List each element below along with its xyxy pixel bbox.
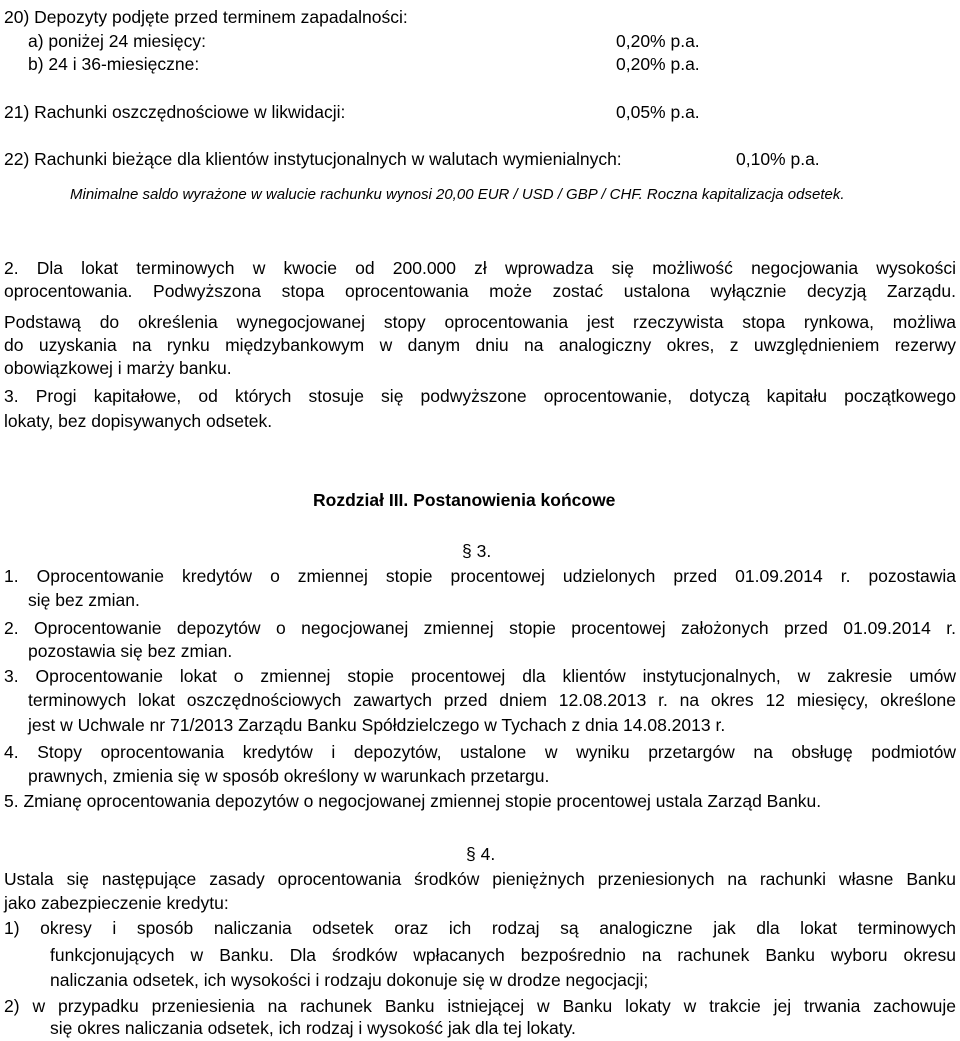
- rule-2-line-2: się okres naliczania odsetek, ich rodzaj i wysokość jak dla tej lokaty.: [50, 1018, 576, 1038]
- point-2-line-4: do uzyskania na rynku międzybankowym w danym dniu na analogiczny okres, z uwzględnieniem rezerwy: [4, 335, 956, 355]
- item-21-label: 21) Rachunki oszczędnościowe w likwidacji:: [4, 102, 346, 122]
- chapter-item-1-line-1: 1. Oprocentowanie kredytów o zmiennej stopie procentowej udzielonych przed 01.09.2014 r. pozostawia: [4, 566, 956, 586]
- item-22-label: 22) Rachunki bieżące dla klientów instytucjonalnych w walutach wymienialnych:: [4, 149, 622, 169]
- item-20b-label: b) 24 i 36-miesięczne:: [28, 54, 200, 74]
- rule-1-line-2: funkcjonujących w Banku. Dla środków wpłacanych bezpośrednio na rachunek Banku wyboru okresu: [50, 945, 956, 965]
- point-2-line-1: 2. Dla lokat terminowych w kwocie od 200.000 zł wprowadza się możliwość negocjowania wysokości: [4, 258, 956, 278]
- rule-1-line-3: naliczania odsetek, ich wysokości i rodzaju dokonuje się w drodze negocjacji;: [50, 970, 649, 990]
- chapter-title: Rozdział III. Postanowienia końcowe: [313, 490, 616, 510]
- point-3-line-1: 3. Progi kapitałowe, od których stosuje się podwyższone oprocentowanie, dotyczą kapitału początkowego: [4, 386, 956, 406]
- chapter-item-2-line-1: 2. Oprocentowanie depozytów o negocjowanej zmiennej stopie procentowej założonych przed 01.09.2014 r.: [4, 618, 956, 638]
- point-2-line-2: oprocentowania. Podwyższona stopa oprocentowania może zostać ustalona wyłącznie decyzją Zarządu.: [4, 281, 956, 301]
- section-4-heading: § 4.: [466, 844, 496, 864]
- point-2-line-3: Podstawą do określenia wynegocjowanej stopy oprocentowania jest rzeczywista stopa rynkowa, możliwa: [4, 312, 956, 332]
- point-3-line-2: lokaty, bez dopisywanych odsetek.: [4, 411, 273, 431]
- rule-1-line-1: 1) okresy i sposób naliczania odsetek oraz ich rodzaj są analogiczne jak dla lokat terminowych: [4, 918, 956, 938]
- rule-2-line-1: 2) w przypadku przeniesienia na rachunek Banku istniejącej w Banku lokaty w trakcie jej trwania zachowuje: [4, 996, 956, 1016]
- section-3-heading: § 3.: [462, 541, 492, 561]
- item-21-rate: 0,05% p.a.: [616, 102, 700, 122]
- item-20-title: 20) Depozyty podjęte przed terminem zapadalności:: [4, 7, 408, 27]
- item-20a-label: a) poniżej 24 miesięcy:: [28, 31, 206, 51]
- section-4-intro-line-1: Ustala się następujące zasady oprocentowania środków pieniężnych przeniesionych na rachunki własne Banku: [4, 869, 956, 889]
- chapter-item-4-line-2: prawnych, zmienia się w sposób określony w warunkach przetargu.: [28, 766, 550, 786]
- section-4-intro-line-2: jako zabezpieczenie kredytu:: [4, 893, 229, 913]
- point-2-line-5: obowiązkowej i marży banku.: [4, 358, 232, 378]
- chapter-item-1-line-2: się bez zmian.: [28, 590, 140, 610]
- chapter-item-4-line-1: 4. Stopy oprocentowania kredytów i depozytów, ustalone w wyniku przetargów na obsługę podmiotów: [4, 742, 956, 762]
- item-22-note: Minimalne saldo wyrażone w walucie rachunku wynosi 20,00 EUR / USD / GBP / CHF. Roczna kapitalizacja odsetek.: [70, 186, 845, 203]
- chapter-item-5-line-1: 5. Zmianę oprocentowania depozytów o negocjowanej zmiennej stopie procentowej ustala Zarząd Banku.: [4, 791, 822, 811]
- chapter-item-2-line-2: pozostawia się bez zmian.: [28, 641, 233, 661]
- item-20a-rate: 0,20% p.a.: [616, 31, 700, 51]
- chapter-item-3-line-2: terminowych lokat oszczędnościowych zawartych przed dniem 12.08.2013 r. na okres 12 miesięcy, określone: [28, 690, 956, 710]
- chapter-item-3-line-1: 3. Oprocentowanie lokat o zmiennej stopie procentowej dla klientów instytucjonalnych, w zakresie umów: [4, 666, 956, 686]
- chapter-item-3-line-3: jest w Uchwale nr 71/2013 Zarządu Banku Spółdzielczego w Tychach z dnia 14.08.2013 r.: [28, 715, 726, 735]
- item-22-rate: 0,10% p.a.: [736, 149, 820, 169]
- item-20b-rate: 0,20% p.a.: [616, 54, 700, 74]
